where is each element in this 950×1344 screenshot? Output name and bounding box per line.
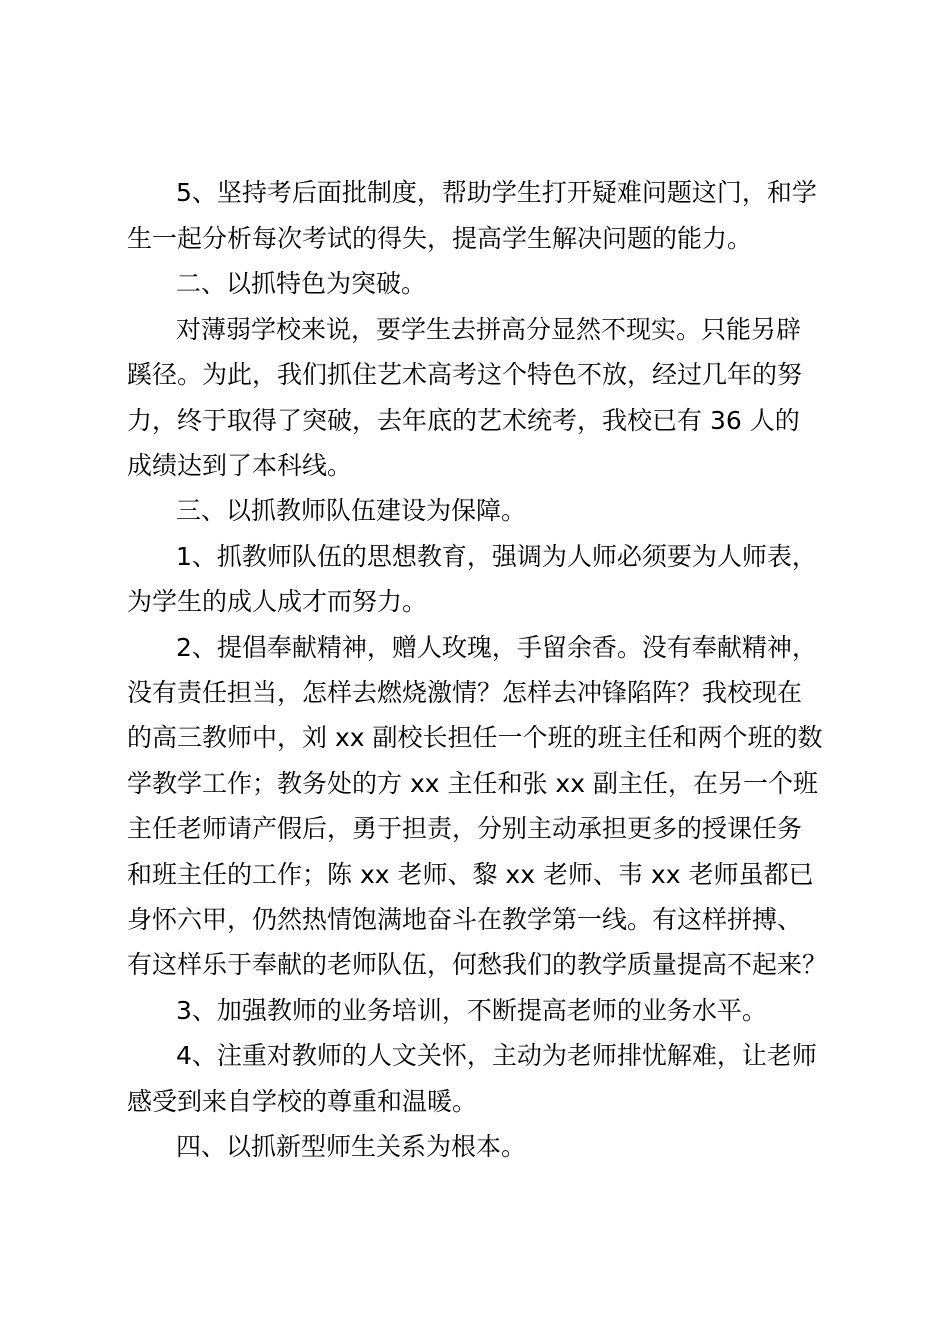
- paragraph-line: 蹊径。为此，我们抓住艺术高考这个特色不放，经过几年的努: [127, 360, 803, 389]
- paragraph-line: 成绩达到了本科线。: [127, 451, 353, 480]
- paragraph-line: 力，终于取得了突破，去年底的艺术统考，我校已有 36 人的: [127, 406, 800, 435]
- paragraph-line: 身怀六甲，仍然热情饱满地奋斗在教学第一线。有这样拼搏、: [127, 905, 803, 934]
- paragraph-line: 5、坚持考后面批制度，帮助学生打开疑难问题这门，和学: [176, 178, 817, 207]
- paragraph-line: 对薄弱学校来说，要学生去拼高分显然不现实。只能另辟: [176, 315, 802, 344]
- section-heading: 二、以抓特色为突破。: [176, 269, 427, 298]
- paragraph-line: 感受到来自学校的尊重和温暖。: [127, 1087, 478, 1116]
- paragraph-line: 4、注重对教师的人文关怀，主动为老师排忧解难，让老师: [176, 1041, 817, 1070]
- paragraph-line: 2、提倡奉献精神，赠人玫瑰，手留余香。没有奉献精神，: [176, 633, 817, 662]
- paragraph-line: 3、加强教师的业务培训，不断提高老师的业务水平。: [176, 996, 767, 1025]
- paragraph-line: 学教学工作；教务处的方 xx 主任和张 xx 副主任，在另一个班: [127, 769, 818, 798]
- section-heading: 三、以抓教师队伍建设为保障。: [176, 496, 527, 525]
- paragraph-line: 1、抓教师队伍的思想教育，强调为人师必须要为人师表，: [176, 542, 817, 571]
- paragraph-line: 生一起分析每次考试的得失，提高学生解决问题的能力。: [127, 224, 753, 253]
- paragraph-line: 没有责任担当，怎样去燃烧激情？怎样去冲锋陷阵？我校现在: [127, 678, 803, 707]
- paragraph-line: 的高三教师中，刘 xx 副校长担任一个班的班主任和两个班的数: [127, 723, 823, 752]
- paragraph-line: 主任老师请产假后，勇于担责，分别主动承担更多的授课任务: [127, 814, 803, 843]
- paragraph-line: 和班主任的工作；陈 xx 老师、黎 xx 老师、韦 xx 老师虽都已: [127, 860, 814, 889]
- section-heading: 四、以抓新型师生关系为根本。: [176, 1132, 527, 1161]
- paragraph-line: 为学生的成人成才而努力。: [127, 587, 428, 616]
- paragraph-line: 有这样乐于奉献的老师队伍，何愁我们的教学质量提高不起来？: [127, 950, 828, 979]
